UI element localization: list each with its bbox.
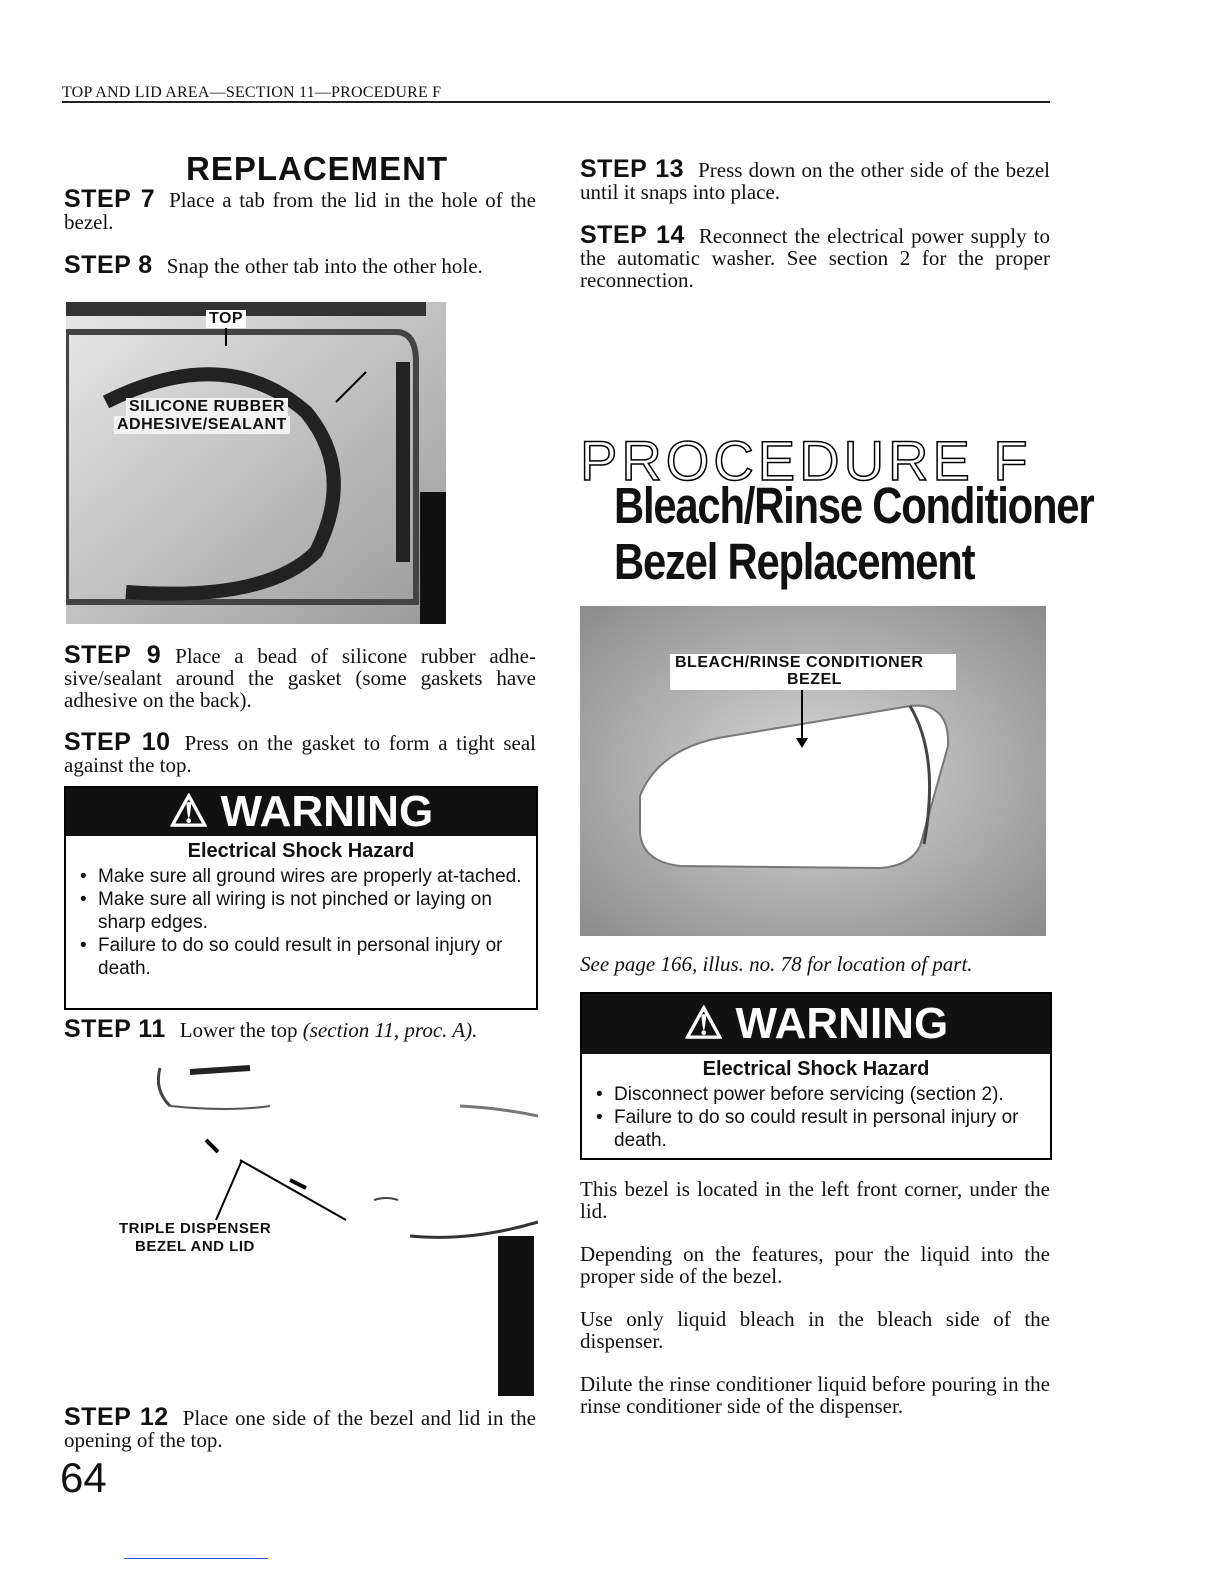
step-11-reference: (section 11, proc. A). [302, 1018, 478, 1042]
step-12-text: Place one side of the bezel and lid in the opening of the top. [64, 1406, 536, 1452]
procedure-title-line2: Bezel Replacement [614, 533, 975, 590]
photo2-label-line2: BEZEL AND LID [132, 1238, 258, 1256]
paragraph-location: This bezel is located in the left front corner, under the lid. [580, 1177, 1050, 1223]
warning-triangle-icon: ⚠ [683, 999, 724, 1048]
warning-item: • Make sure all wiring is not pinched or laying on sharp edges. [80, 888, 526, 934]
running-header: TOP AND LID AREA—SECTION 11—PROCEDURE F [62, 84, 442, 101]
step-10-text: Press on the gasket to form a tight seal against the top. [64, 731, 536, 777]
header-rule [62, 101, 1050, 103]
step-7 [64, 185, 537, 234]
warning-item: • Failure to do so could result in personal injury or death. [80, 934, 526, 980]
photo-caption: See page 166, illus. no. 78 for location of part. [580, 952, 973, 976]
dispenser-bezel-lid-photo [110, 1060, 538, 1396]
photo1-label-sealant-line2: ADHESIVE/SEALANT [114, 416, 290, 434]
step-10 [64, 728, 536, 777]
photo1-label-sealant-line1: SILICONE RUBBER [126, 398, 288, 416]
step-8 [64, 251, 544, 279]
procedure-title-line1: Bleach/Rinse Conditioner [614, 477, 1094, 534]
step-8-text: Snap the other tab into the other hole. [166, 254, 483, 278]
bleach-rinse-bezel-photo [580, 606, 1046, 936]
step-9 [64, 641, 536, 712]
warning-list-right [582, 1083, 1050, 1152]
warning-title-right: WARNING [735, 999, 949, 1048]
photo3-label-line1: BLEACH/RINSE CONDITIONER [672, 654, 926, 672]
warning-item: • Make sure all ground wires are properly at-tached. [80, 865, 526, 888]
paragraph-dilute: Dilute the rinse conditioner liquid before pouring in the rinse conditioner side of the dispenser. [580, 1372, 1050, 1418]
step-11-label: STEP 11 [64, 1015, 166, 1043]
procedure-title [614, 478, 1093, 590]
step-11 [64, 1015, 544, 1043]
warning-box-right [580, 992, 1052, 1160]
paragraph-pour: Depending on the features, pour the liquid into the proper side of the bezel. [580, 1242, 1050, 1288]
warning-title-left: WARNING [220, 787, 434, 836]
gasket-sealant-photo [66, 302, 446, 624]
warning-header-right [582, 994, 1050, 1054]
step-7-text: Place a tab from the lid in the hole of the bezel. [64, 188, 537, 234]
warning-list-left [66, 865, 536, 980]
section-title-replacement: REPLACEMENT [186, 150, 449, 187]
photo2-label-line1: TRIPLE DISPENSER [116, 1220, 274, 1238]
photo1-label-top: TOP [206, 310, 246, 328]
warning-subtitle-left: Electrical Shock Hazard [187, 840, 415, 862]
step-12-label: STEP 12 [64, 1403, 169, 1431]
photo3-label-line2: BEZEL [784, 671, 845, 689]
step-14 [580, 221, 1050, 292]
step-14-label: STEP 14 [580, 221, 685, 249]
warning-item: • Disconnect power before servicing (section 2). [596, 1083, 1040, 1106]
step-11-text: Lower the top [179, 1018, 298, 1042]
step-14-text: Reconnect the electrical power supply to the automatic washer. See section 2 for the proper reconnection. [580, 224, 1050, 292]
step-7-label: STEP 7 [64, 185, 156, 213]
warning-header-left [66, 788, 536, 836]
warning-item: • Failure to do so could result in personal injury or death. [596, 1106, 1040, 1152]
gasket-photo-illustration [66, 302, 446, 624]
procedure-label: PROCEDURE F [580, 429, 1032, 492]
step-9-text: Place a bead of silicone rubber adhe-sive/sealant around the gasket (some gaskets have adhesive on the back). [64, 644, 536, 712]
step-13 [580, 155, 1050, 204]
paragraph-bleach: Use only liquid bleach in the bleach side of the dispenser. [580, 1307, 1050, 1353]
step-9-label: STEP 9 [64, 641, 162, 669]
warning-subtitle-right: Electrical Shock Hazard [702, 1058, 930, 1080]
step-8-label: STEP 8 [64, 251, 153, 279]
step-10-label: STEP 10 [64, 728, 171, 756]
warning-box-left [64, 786, 538, 1010]
page-number: 64 [60, 1454, 107, 1501]
step-12 [64, 1403, 536, 1452]
bottom-rule [124, 1558, 268, 1559]
warning-triangle-icon: ⚠ [168, 787, 209, 836]
step-13-text: Press down on the other side of the bezel until it snaps into place. [580, 158, 1050, 204]
step-13-label: STEP 13 [580, 155, 685, 183]
